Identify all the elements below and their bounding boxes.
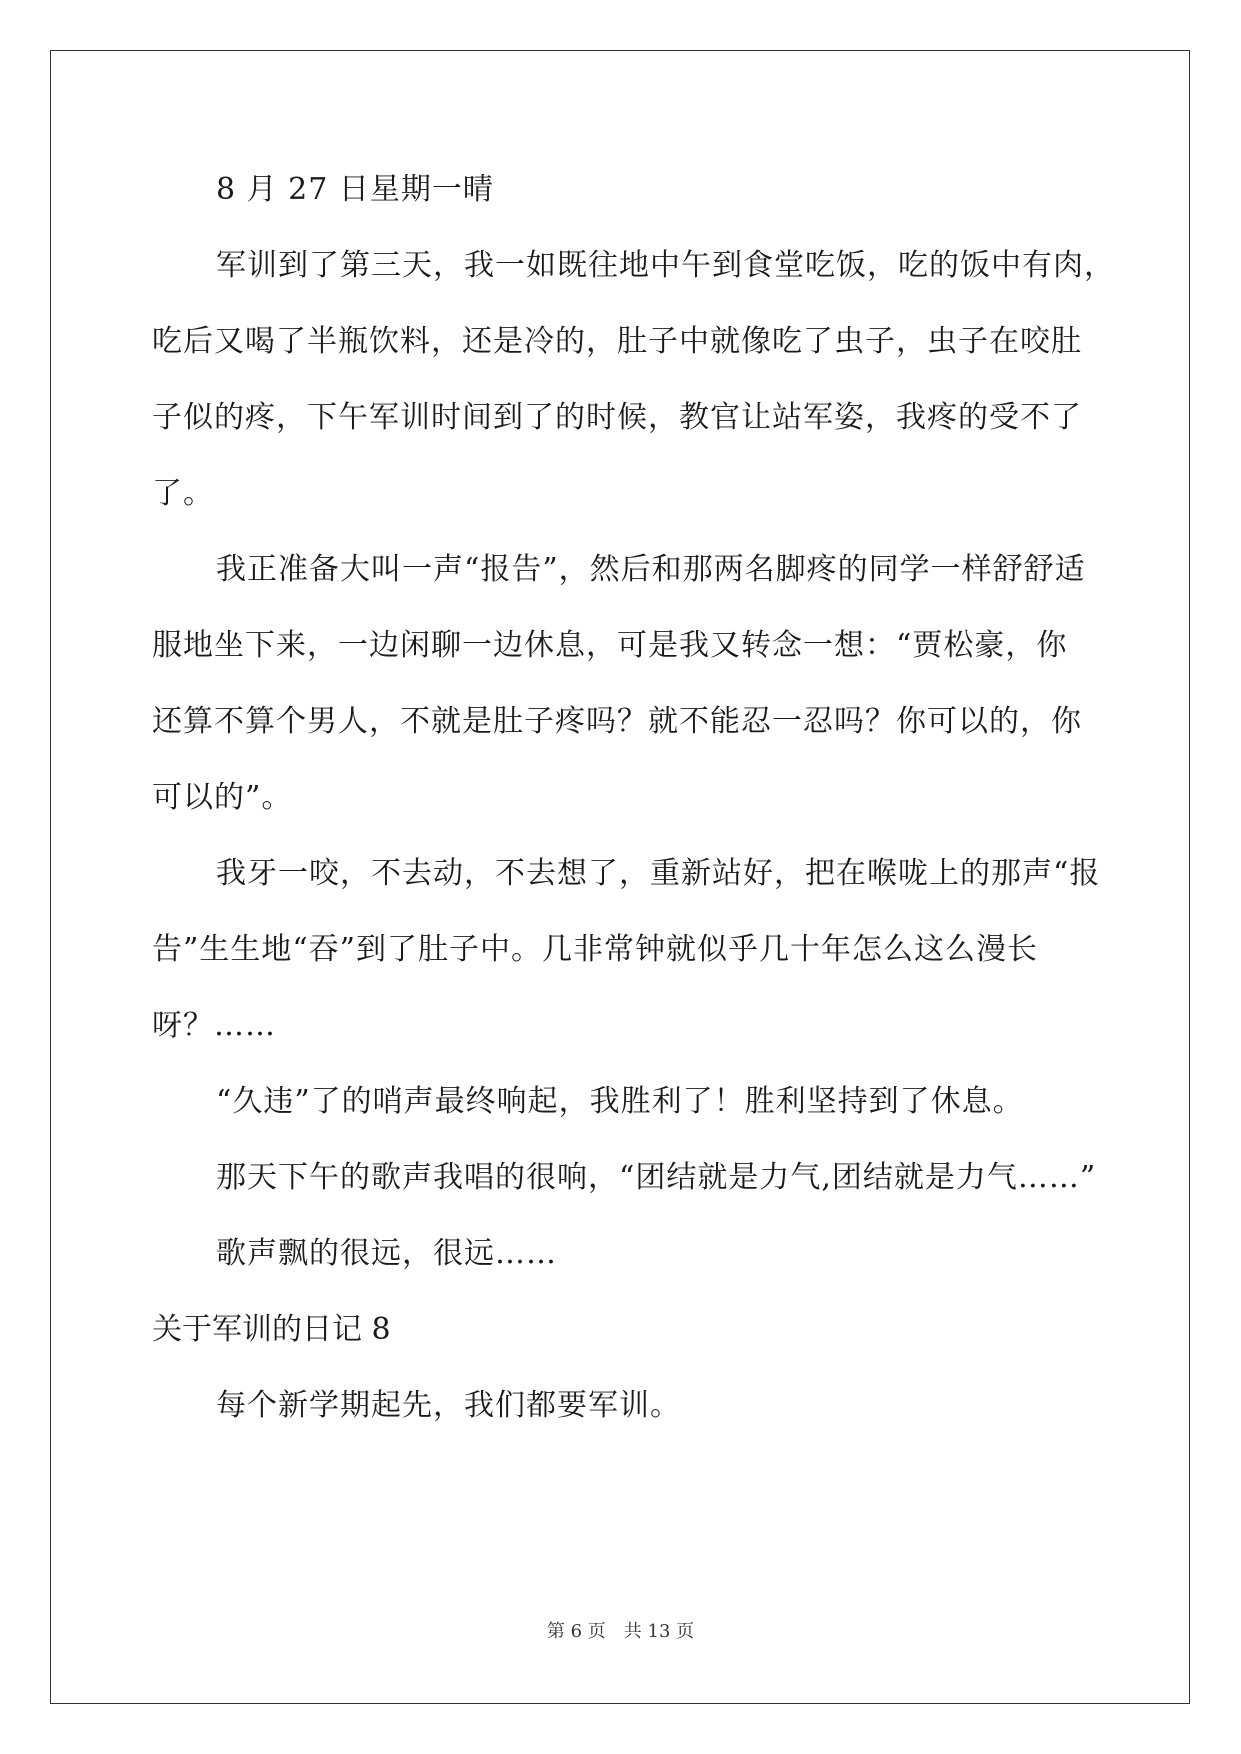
paragraph-line: 我牙一咬，不去动，不去想了，重新站好，把在喉咙上的那声“报 [216,856,1101,891]
page-total: 共 13 页 [623,1621,695,1642]
paragraph-line: “久违”了的哨声最终响起，我胜利了！胜利坚持到了休息。 [216,1084,1024,1119]
paragraph-line: 歌声飘的很远，很远…… [216,1236,557,1271]
document-body [152,160,1115,1436]
paragraph-line: 了。 [152,476,214,511]
paragraph-line: 还算不算个男人，不就是肚子疼吗？就不能忍一忍吗？你可以的，你 [152,704,1082,739]
diary-date: 8 月 27 日星期一晴 [216,172,494,207]
paragraph-line: 呀？…… [152,1008,276,1043]
paragraph-line: 可以的”。 [152,780,293,815]
page-footer [0,1620,1241,1644]
paragraph-line: 子似的疼，下午军训时间到了的时候，教官让站军姿，我疼的受不了 [152,400,1082,435]
paragraph-line: 我正准备大叫一声“报告”，然后和那两名脚疼的同学一样舒舒适 [216,552,1086,587]
paragraph-line: 军训到了第三天，我一如既往地中午到食堂吃饭，吃的饭中有肉， [216,248,1115,283]
paragraph-line: 服地坐下来，一边闲聊一边休息，可是我又转念一想：“贾松豪，你 [152,628,1068,663]
paragraph-line: 那天下午的歌声我唱的很响，“团结就是力气,团结就是力气……” [216,1160,1097,1195]
section-heading: 关于军训的日记 8 [152,1312,391,1347]
paragraph-line: 每个新学期起先，我们都要军训。 [216,1388,681,1423]
paragraph-line: 吃后又喝了半瓶饮料，还是冷的，肚子中就像吃了虫子，虫子在咬肚 [152,324,1082,359]
page-number: 第 6 页 [546,1621,606,1642]
paragraph-line: 告”生生地“吞”到了肚子中。几非常钟就似乎几十年怎么这么漫长 [152,932,1039,967]
